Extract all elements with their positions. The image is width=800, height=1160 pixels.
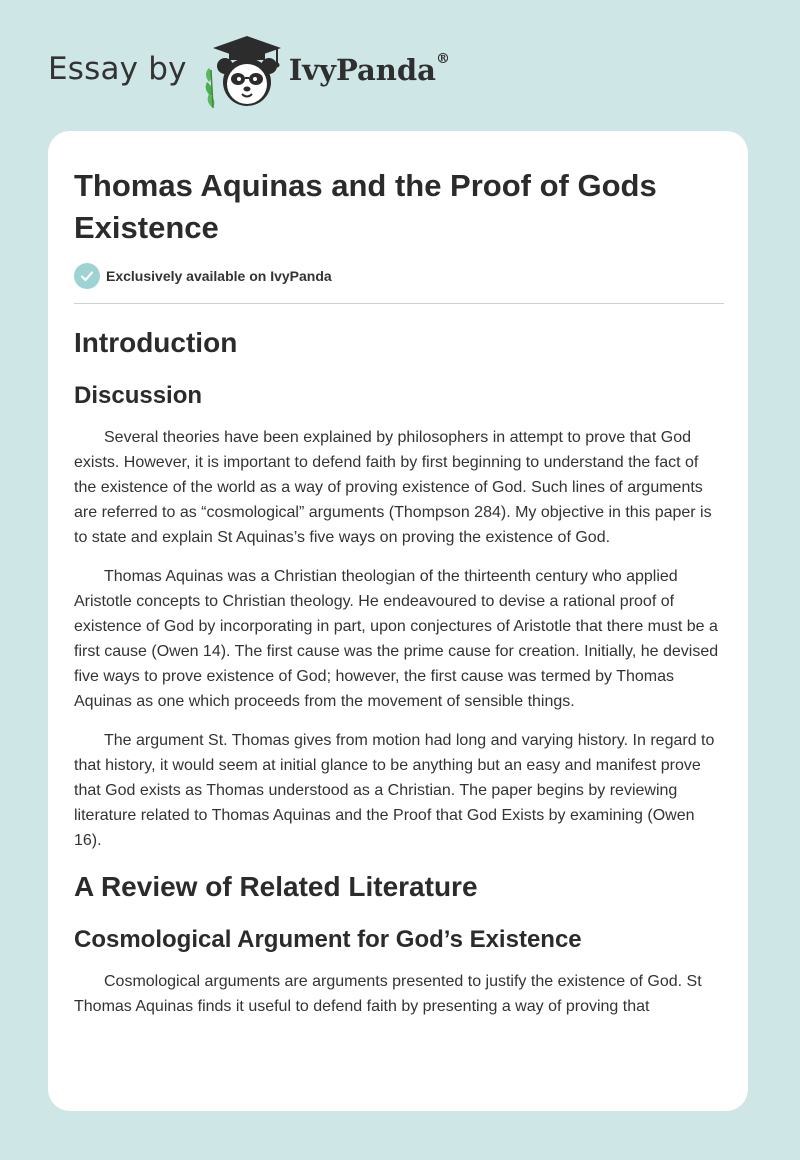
panda-graduate-icon[interactable] [199,34,285,110]
site-header [48,34,508,110]
exclusive-text: Exclusively available on IvyPanda [106,268,332,284]
essay-body [74,323,724,1033]
paragraph: Thomas Aquinas was a Christian theologian of the thirteenth century who applied Aristotle concepts to Christian theology. He endeavoured to devise a rational proof of existence of God by incorporating in part, upon conjectures of Aristotle that there must be a first cause (Owen 14). The first cause was the prime cause for creation. Initially, he devised five ways to prove existence of God; however, the first cause was termed by Thomas Aquinas as one which proceeds from the movement of sensible things. [74,568,719,710]
heading-discussion: Discussion [74,382,203,409]
heading-introduction: Introduction [74,327,238,358]
registered-mark: ® [435,51,450,67]
exclusive-badge [74,263,332,289]
paragraph: Several theories have been explained by philosophers in attempt to prove that God exists. However, it is important to defend faith by first beginning to understand the fact of the existence of the world as a way of proving existence of God. Such lines of arguments are referred to as “cosmological” arguments (Thompson 284). My objective in this paper is to state and explain St Aquinas’s five ways on proving the existence of God. [74,429,712,546]
essay-by-label: Essay by [48,51,187,87]
brand-name[interactable]: IvyPanda® [288,51,450,87]
heading-cosmological: Cosmological Argument for God’s Existence [74,926,582,953]
essay-title: Thomas Aquinas and the Proof of Gods Existence [74,168,657,245]
heading-review: A Review of Related Literature [74,871,478,902]
essay-card [48,131,748,1111]
paragraph: The argument St. Thomas gives from motion had long and varying history. In regard to that history, it would seem at initial glance to be anything but an easy and manifest prove that God exists as Thomas understood as a Christian. The paper begins by reviewing literature related to Thomas Aquinas and the Proof that God Exists by examining (Owen 16). [74,732,715,849]
paragraph: Cosmological arguments are arguments presented to justify the existence of God. St Thomas Aquinas finds it useful to defend faith by presenting a way of proving that [74,973,702,1015]
checkmark-icon [74,263,100,289]
title-divider [74,303,724,304]
